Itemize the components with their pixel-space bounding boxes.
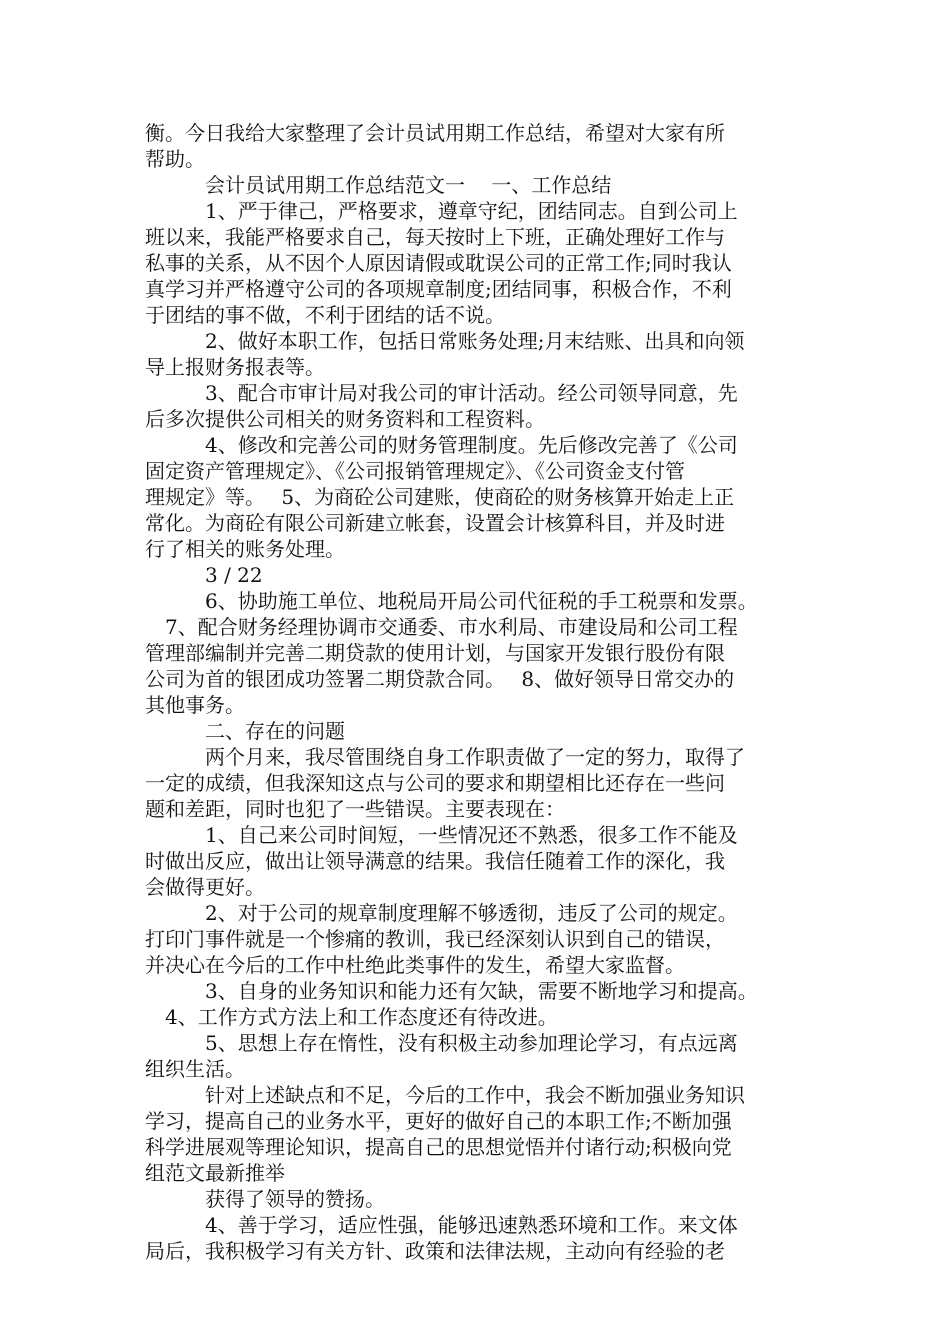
text-line: 固定资产管理规定》、《公司报销管理规定》、《公司资金支付管: [145, 459, 685, 483]
text-line: 班以来，我能严格要求自己，每天按时上下班，正确处理好工作与: [145, 225, 725, 249]
text-line: 帮助。: [145, 147, 205, 171]
text-line: 两个月来，我尽管围绕自身工作职责做了一定的努力，取得了: [145, 745, 745, 769]
text-line: 打印门事件就是一个惨痛的教训，我已经深刻认识到自己的错误，: [145, 927, 725, 951]
text-line: 行了相关的账务处理。: [145, 537, 345, 561]
text-line: 会做得更好。: [145, 875, 265, 899]
text-line: 一定的成绩，但我深知这点与公司的要求和期望相比还存在一些问: [145, 771, 725, 795]
text-line: 3、自身的业务知识和能力还有欠缺，需要不断地学习和提高。: [145, 979, 758, 1003]
text-line: 衡。今日我给大家整理了会计员试用期工作总结，希望对大家有所: [145, 121, 725, 145]
text-line: 1、自己来公司时间短，一些情况还不熟悉，很多工作不能及: [145, 823, 738, 847]
text-line: 会计员试用期工作总结范文一 一、工作总结: [145, 173, 612, 197]
text-line: 针对上述缺点和不足，今后的工作中，我会不断加强业务知识: [145, 1083, 745, 1107]
text-line: 学习，提高自己的业务水平，更好的做好自己的本职工作;不断加强: [145, 1109, 732, 1133]
text-line: 局后，我积极学习有关方针、政策和法律法规，主动向有经验的老: [145, 1239, 725, 1263]
text-line: 2、做好本职工作，包括日常账务处理;月末结账、出具和向领: [145, 329, 745, 353]
text-line: 常化。为商砼有限公司新建立帐套，设置会计核算科目，并及时进: [145, 511, 725, 535]
document-body: [145, 120, 825, 1264]
text-line: 3、配合市审计局对我公司的审计活动。经公司领导同意，先: [145, 381, 738, 405]
text-line: 科学进展观等理论知识，提高自己的思想觉悟并付诸行动;积极向党: [145, 1135, 732, 1159]
text-line: 其他事务。: [145, 693, 245, 717]
text-line: 组织生活。: [145, 1057, 245, 1081]
text-line: 4、修改和完善公司的财务管理制度。先后修改完善了《公司: [145, 433, 738, 457]
text-line: 后多次提供公司相关的财务资料和工程资料。: [145, 407, 545, 431]
text-line: 时做出反应，做出让领导满意的结果。我信任随着工作的深化，我: [145, 849, 725, 873]
text-line: 题和差距，同时也犯了一些错误。主要表现在：: [145, 797, 565, 821]
text-line: 导上报财务报表等。: [145, 355, 325, 379]
text-line: 真学习并严格遵守公司的各项规章制度;团结同事，积极合作，不利: [145, 277, 732, 301]
text-line: 管理部编制并完善二期贷款的使用计划，与国家开发银行股份有限: [145, 641, 725, 665]
text-line: 公司为首的银团成功签署二期贷款合同。 8、做好领导日常交办的: [145, 667, 735, 691]
text-line: 4、工作方式方法上和工作态度还有待改进。: [145, 1005, 558, 1029]
text-line: 5、思想上存在惰性，没有积极主动参加理论学习，有点远离: [145, 1031, 738, 1055]
text-line: 1、严于律己，严格要求，遵章守纪，团结同志。自到公司上: [145, 199, 738, 223]
text-line: 私事的关系，从不因个人原因请假或耽误公司的正常工作;同时我认: [145, 251, 732, 275]
text-line: 4、善于学习，适应性强，能够迅速熟悉环境和工作。来文体: [145, 1213, 738, 1237]
text-line: 7、配合财务经理协调市交通委、市水利局、市建设局和公司工程: [145, 615, 738, 639]
text-line: 获得了领导的赞扬。: [145, 1187, 385, 1211]
text-line: 理规定》等。 5、为商砼公司建账，使商砼的财务核算开始走上正: [145, 485, 735, 509]
text-line: 二、存在的问题: [145, 719, 345, 743]
text-line: 并决心在今后的工作中杜绝此类事件的发生，希望大家监督。: [145, 953, 685, 977]
text-line: 6、协助施工单位、地税局开局公司代征税的手工税票和发票。: [145, 589, 758, 613]
text-line: 2、对于公司的规章制度理解不够透彻，违反了公司的规定。: [145, 901, 738, 925]
text-line: 组范文最新推举: [145, 1161, 285, 1185]
text-line: 3 / 22: [145, 563, 263, 587]
text-line: 于团结的事不做，不利于团结的话不说。: [145, 303, 505, 327]
